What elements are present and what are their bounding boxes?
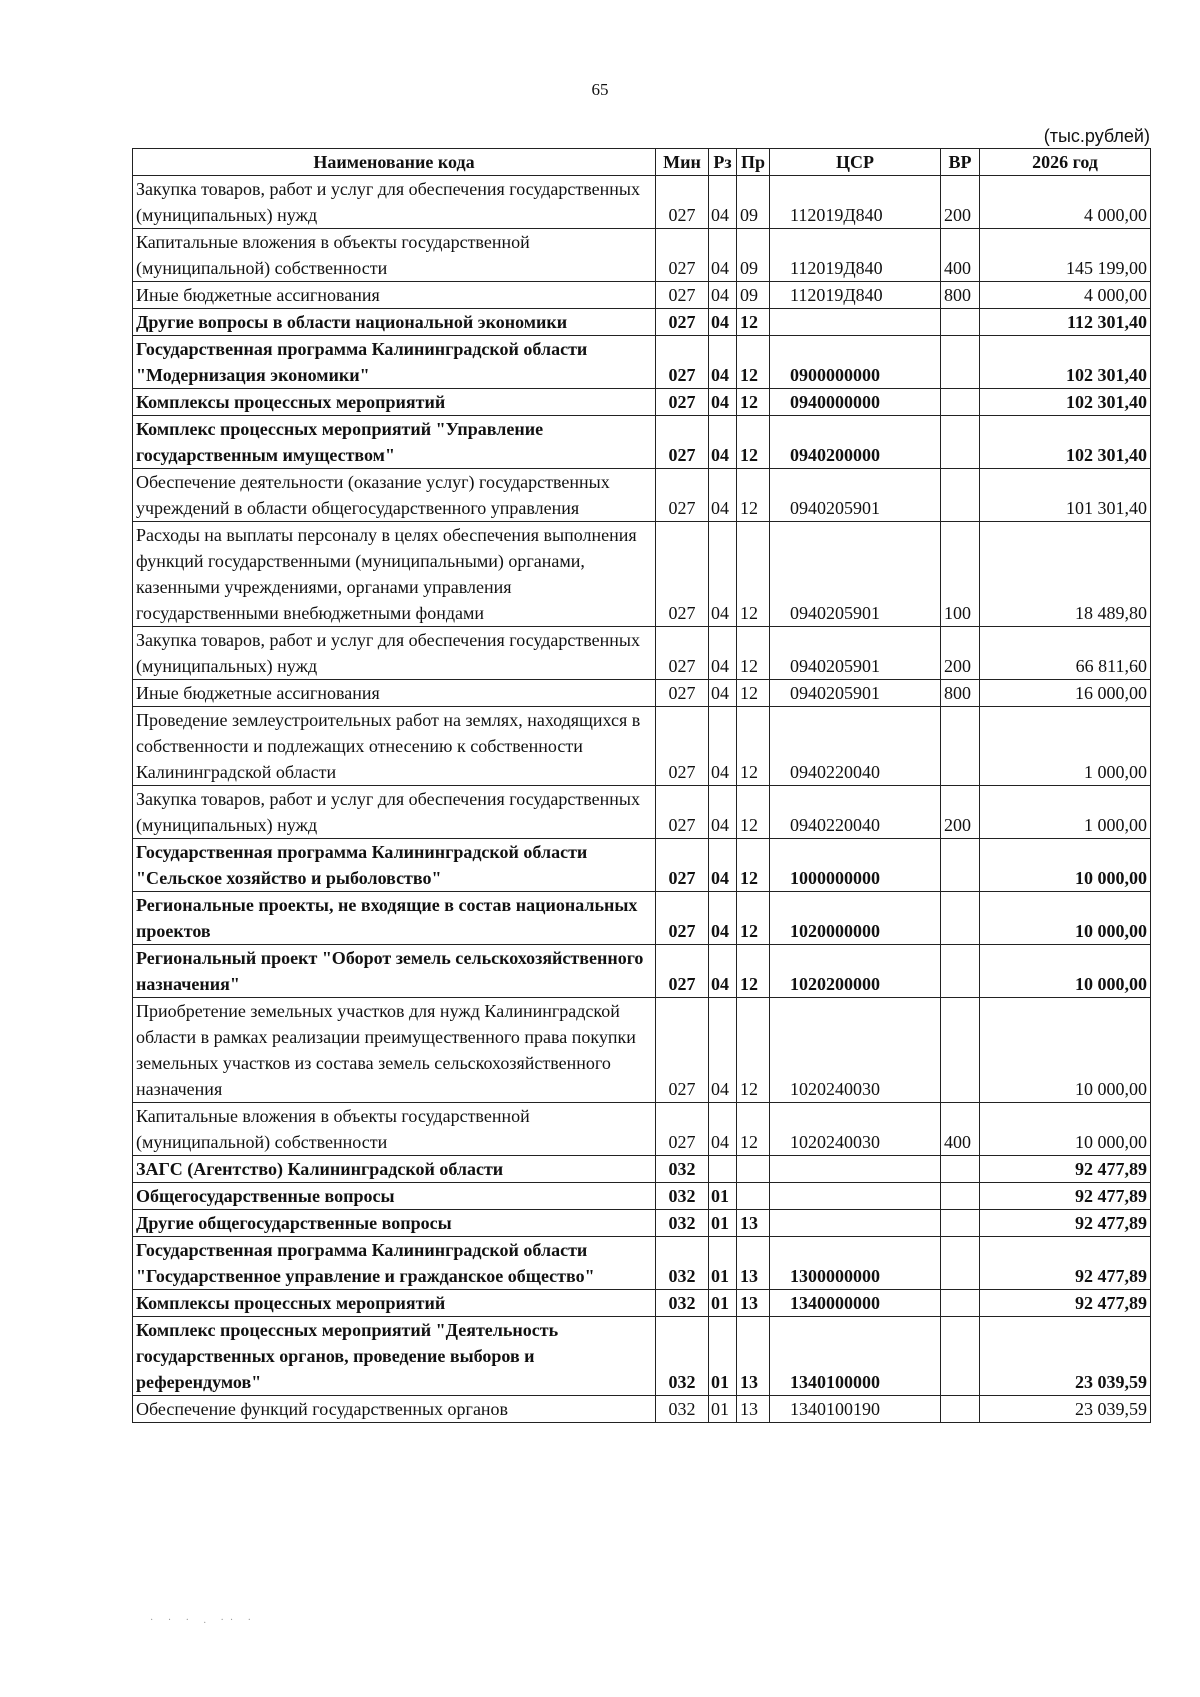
cell-vr: 200 [941,627,980,680]
cell-vr [941,1183,980,1210]
cell-rz: 01 [709,1210,737,1237]
cell-vr: 200 [941,176,980,229]
cell-csr: 112019Д840 [770,282,941,309]
cell-vr [941,389,980,416]
cell-sum: 4 000,00 [980,282,1151,309]
cell-csr: 112019Д840 [770,176,941,229]
table-body [133,176,1151,1423]
table-row [133,1103,1151,1156]
cell-name: Иные бюджетные ассигнования [133,282,656,309]
page-number: 65 [591,80,609,99]
cell-min: 027 [656,389,709,416]
table-row [133,522,1151,627]
cell-sum: 18 489,80 [980,522,1151,627]
cell-sum: 101 301,40 [980,469,1151,522]
cell-csr: 1340100190 [770,1396,941,1423]
cell-csr: 0940220040 [770,786,941,839]
cell-vr: 100 [941,522,980,627]
cell-csr [770,309,941,336]
cell-pr [737,1156,770,1183]
table-row [133,176,1151,229]
cell-csr: 1340000000 [770,1290,941,1317]
cell-vr [941,839,980,892]
cell-sum: 1 000,00 [980,707,1151,786]
cell-pr: 12 [737,522,770,627]
cell-name: ЗАГС (Агентство) Калининградской области [133,1156,656,1183]
table-row [133,998,1151,1103]
cell-vr [941,998,980,1103]
cell-min: 027 [656,786,709,839]
cell-sum: 23 039,59 [980,1317,1151,1396]
cell-rz: 04 [709,945,737,998]
cell-vr [941,1237,980,1290]
cell-csr: 1000000000 [770,839,941,892]
cell-pr: 12 [737,309,770,336]
cell-pr: 09 [737,176,770,229]
table-row [133,1156,1151,1183]
cell-name: Комплекс процессных мероприятий "Управление государственным имуществом" [133,416,656,469]
table-row [133,1317,1151,1396]
cell-pr: 12 [737,389,770,416]
cell-csr: 0940205901 [770,522,941,627]
cell-pr [737,1183,770,1210]
cell-vr [941,1210,980,1237]
table-row [133,389,1151,416]
cell-rz [709,1156,737,1183]
cell-rz: 04 [709,1103,737,1156]
cell-min: 032 [656,1183,709,1210]
table-row [133,839,1151,892]
cell-vr: 400 [941,229,980,282]
cell-sum: 10 000,00 [980,1103,1151,1156]
cell-min: 027 [656,945,709,998]
cell-pr: 13 [737,1396,770,1423]
cell-min: 027 [656,522,709,627]
cell-name: Государственная программа Калининградской области "Модернизация экономики" [133,336,656,389]
cell-pr: 13 [737,1210,770,1237]
cell-min: 027 [656,839,709,892]
cell-sum: 92 477,89 [980,1183,1151,1210]
cell-vr: 400 [941,1103,980,1156]
cell-csr [770,1183,941,1210]
cell-min: 027 [656,229,709,282]
cell-csr: 1020240030 [770,1103,941,1156]
cell-csr: 1020000000 [770,892,941,945]
cell-csr: 1020200000 [770,945,941,998]
budget-table [132,148,1151,1423]
cell-name: Закупка товаров, работ и услуг для обеспечения государственных (муниципальных) нужд [133,627,656,680]
cell-rz: 04 [709,336,737,389]
cell-csr: 1020240030 [770,998,941,1103]
cell-rz: 04 [709,309,737,336]
cell-csr: 112019Д840 [770,229,941,282]
cell-vr: 800 [941,680,980,707]
cell-rz: 01 [709,1237,737,1290]
cell-min: 027 [656,1103,709,1156]
cell-sum: 1 000,00 [980,786,1151,839]
cell-csr: 1300000000 [770,1237,941,1290]
cell-sum: 92 477,89 [980,1156,1151,1183]
table-row [133,416,1151,469]
cell-min: 027 [656,282,709,309]
cell-pr: 13 [737,1237,770,1290]
cell-vr [941,1290,980,1317]
cell-min: 032 [656,1210,709,1237]
cell-csr: 0940200000 [770,416,941,469]
cell-min: 027 [656,469,709,522]
cell-rz: 04 [709,839,737,892]
cell-pr: 12 [737,945,770,998]
cell-sum: 10 000,00 [980,892,1151,945]
cell-sum: 10 000,00 [980,998,1151,1103]
table-row [133,707,1151,786]
cell-name: Расходы на выплаты персоналу в целях обеспечения выполнения функций государственными (муниципальными) органами, казенными учреждениями, органами управления государственными внебюджетными фондами [133,522,656,627]
cell-name: Другие вопросы в области национальной экономики [133,309,656,336]
header-min: Мин [656,149,709,176]
cell-sum: 92 477,89 [980,1210,1151,1237]
cell-name: Государственная программа Калининградской области "Сельское хозяйство и рыболовство" [133,839,656,892]
table-row [133,1396,1151,1423]
cell-min: 027 [656,416,709,469]
cell-sum: 4 000,00 [980,176,1151,229]
cell-rz: 04 [709,229,737,282]
cell-name: Приобретение земельных участков для нужд Калининградской области в рамках реализации преимущественного права покупки земельных участков из состава земель сельскохозяйственного назначения [133,998,656,1103]
cell-csr [770,1210,941,1237]
cell-rz: 04 [709,176,737,229]
cell-rz: 04 [709,680,737,707]
cell-min: 027 [656,892,709,945]
cell-sum: 10 000,00 [980,839,1151,892]
cell-rz: 04 [709,282,737,309]
table-row [133,627,1151,680]
cell-rz: 04 [709,627,737,680]
header-csr: ЦСР [770,149,941,176]
header-sum: 2026 год [980,149,1151,176]
cell-name: Региональный проект "Оборот земель сельскохозяйственного назначения" [133,945,656,998]
table-row [133,282,1151,309]
cell-sum: 102 301,40 [980,416,1151,469]
table-row [133,892,1151,945]
cell-pr: 09 [737,282,770,309]
cell-min: 027 [656,707,709,786]
header-rz: Рз [709,149,737,176]
cell-rz: 04 [709,892,737,945]
cell-rz: 04 [709,786,737,839]
table-row [133,945,1151,998]
header-name: Наименование кода [133,149,656,176]
cell-min: 032 [656,1156,709,1183]
cell-vr [941,309,980,336]
cell-sum: 92 477,89 [980,1290,1151,1317]
cell-vr [941,416,980,469]
cell-pr: 09 [737,229,770,282]
table-row [133,786,1151,839]
cell-sum: 102 301,40 [980,389,1151,416]
cell-name: Обеспечение деятельности (оказание услуг) государственных учреждений в области общегосударственного управления [133,469,656,522]
cell-name: Комплексы процессных мероприятий [133,389,656,416]
cell-pr: 13 [737,1290,770,1317]
cell-pr: 12 [737,892,770,945]
cell-pr: 12 [737,786,770,839]
cell-rz: 01 [709,1317,737,1396]
cell-vr [941,707,980,786]
cell-min: 027 [656,309,709,336]
cell-name: Закупка товаров, работ и услуг для обеспечения государственных (муниципальных) нужд [133,176,656,229]
table-row [133,1290,1151,1317]
table-header-row [133,149,1151,176]
cell-csr: 0900000000 [770,336,941,389]
cell-pr: 12 [737,416,770,469]
cell-name: Иные бюджетные ассигнования [133,680,656,707]
cell-pr: 12 [737,998,770,1103]
cell-pr: 12 [737,1103,770,1156]
cell-csr: 1340100000 [770,1317,941,1396]
cell-name: Другие общегосударственные вопросы [133,1210,656,1237]
table-row [133,1237,1151,1290]
cell-rz: 01 [709,1183,737,1210]
cell-min: 027 [656,998,709,1103]
cell-pr: 12 [737,469,770,522]
cell-rz: 04 [709,707,737,786]
cell-csr: 0940220040 [770,707,941,786]
cell-csr: 0940205901 [770,469,941,522]
cell-min: 027 [656,176,709,229]
table-row [133,309,1151,336]
cell-csr: 0940205901 [770,627,941,680]
cell-csr: 0940000000 [770,389,941,416]
header-pr: Пр [737,149,770,176]
cell-sum: 10 000,00 [980,945,1151,998]
cell-sum: 66 811,60 [980,627,1151,680]
cell-min: 027 [656,627,709,680]
cell-name: Капитальные вложения в объекты государственной (муниципальной) собственности [133,1103,656,1156]
cell-sum: 92 477,89 [980,1237,1151,1290]
cell-pr: 12 [737,839,770,892]
cell-pr: 13 [737,1317,770,1396]
table-row [133,1210,1151,1237]
cell-name: Комплекс процессных мероприятий "Деятельность государственных органов, проведение выборов и референдумов" [133,1317,656,1396]
cell-sum: 23 039,59 [980,1396,1151,1423]
cell-vr [941,336,980,389]
header-vr: ВР [941,149,980,176]
cell-name: Закупка товаров, работ и услуг для обеспечения государственных (муниципальных) нужд [133,786,656,839]
cell-min: 027 [656,680,709,707]
cell-name: Проведение землеустроительных работ на землях, находящихся в собственности и подлежащих отнесению к собственности Калининградской области [133,707,656,786]
cell-name: Общегосударственные вопросы [133,1183,656,1210]
cell-rz: 01 [709,1396,737,1423]
cell-sum: 16 000,00 [980,680,1151,707]
table-row [133,1183,1151,1210]
cell-min: 032 [656,1237,709,1290]
cell-vr: 800 [941,282,980,309]
cell-vr [941,945,980,998]
cell-sum: 112 301,40 [980,309,1151,336]
cell-pr: 12 [737,680,770,707]
cell-vr [941,892,980,945]
table-row [133,336,1151,389]
cell-vr [941,1317,980,1396]
cell-rz: 04 [709,998,737,1103]
cell-csr [770,1156,941,1183]
cell-pr: 12 [737,336,770,389]
cell-pr: 12 [737,707,770,786]
table-row [133,229,1151,282]
cell-vr: 200 [941,786,980,839]
cell-rz: 01 [709,1290,737,1317]
cell-name: Комплексы процессных мероприятий [133,1290,656,1317]
cell-sum: 102 301,40 [980,336,1151,389]
cell-vr [941,1396,980,1423]
cell-min: 027 [656,336,709,389]
cell-name: Обеспечение функций государственных органов [133,1396,656,1423]
cell-rz: 04 [709,416,737,469]
cell-rz: 04 [709,389,737,416]
cell-name: Капитальные вложения в объекты государственной (муниципальной) собственности [133,229,656,282]
cell-rz: 04 [709,469,737,522]
table-row [133,680,1151,707]
cell-min: 032 [656,1396,709,1423]
cell-name: Региональные проекты, не входящие в состав национальных проектов [133,892,656,945]
cell-rz: 04 [709,522,737,627]
cell-min: 032 [656,1290,709,1317]
cell-min: 032 [656,1317,709,1396]
cell-vr [941,1156,980,1183]
cell-name: Государственная программа Калининградской области "Государственное управление и гражданское общество" [133,1237,656,1290]
units-label: (тыс.рублей) [1043,126,1150,146]
cell-csr: 0940205901 [770,680,941,707]
table-row [133,469,1151,522]
cell-vr [941,469,980,522]
cell-pr: 12 [737,627,770,680]
scan-artifact: · · · . ·· · [150,1615,257,1626]
cell-sum: 145 199,00 [980,229,1151,282]
